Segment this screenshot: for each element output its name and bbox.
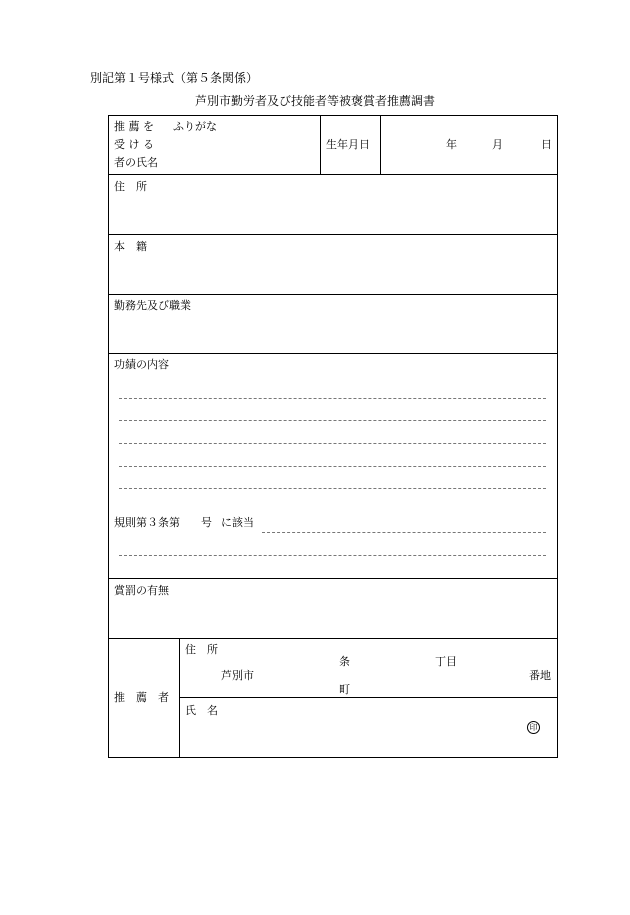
- awards-label: 賞罰の有無: [114, 584, 169, 597]
- nominee-label-line2: 受 け る: [114, 138, 154, 151]
- seal-mark: 印: [527, 721, 540, 734]
- recommender-name-field[interactable]: [230, 715, 520, 749]
- jo-label: 条: [339, 655, 350, 668]
- year-label: 年: [446, 138, 457, 151]
- achievements-label: 功績の内容: [114, 358, 169, 371]
- nominee-label-line1: 推 薦 を: [114, 120, 154, 133]
- recommender-label: 推 薦 者: [114, 691, 169, 704]
- rule-article-label: 規則第３条第: [114, 516, 180, 529]
- nominee-name-field[interactable]: [240, 120, 316, 170]
- banchi-label: 番地: [529, 669, 551, 682]
- achievement-line[interactable]: [119, 466, 546, 467]
- achievement-line[interactable]: [119, 555, 546, 556]
- recommender-address-label: 住 所: [185, 643, 218, 656]
- recommender-address-field[interactable]: [260, 658, 330, 688]
- domicile-field[interactable]: [112, 256, 552, 290]
- recommender-name-label: 氏 名: [185, 704, 218, 717]
- achievement-line[interactable]: [119, 398, 546, 399]
- awards-field[interactable]: [112, 600, 552, 634]
- achievement-line[interactable]: [119, 420, 546, 421]
- rule-applies-label: に該当: [221, 516, 254, 529]
- month-label: 月: [492, 138, 503, 151]
- address-label: 住 所: [114, 180, 147, 193]
- achievement-line[interactable]: [119, 488, 546, 489]
- rule-number-label: 号: [201, 516, 212, 529]
- address-field[interactable]: [112, 196, 552, 230]
- furigana-label: ふりがな: [173, 120, 217, 133]
- form-identifier: 別記第１号様式（第５条関係）: [90, 71, 259, 85]
- workplace-label: 勤務先及び職業: [114, 299, 191, 312]
- birth-date-label: 生年月日: [326, 138, 370, 151]
- rule-applies-line[interactable]: [262, 532, 546, 533]
- day-label: 日: [541, 138, 552, 151]
- achievement-line[interactable]: [119, 443, 546, 444]
- workplace-field[interactable]: [112, 316, 552, 350]
- form-title: 芦別市勤労者及び技能者等被褒賞者推薦調書: [194, 94, 435, 108]
- cho-label: 町: [339, 683, 350, 696]
- birth-date-field[interactable]: [384, 120, 554, 170]
- recommender-city: 芦別市: [221, 669, 254, 682]
- nominee-label-line3: 者の氏名: [114, 156, 158, 169]
- domicile-label: 本 籍: [114, 240, 147, 253]
- chome-label: 丁目: [435, 655, 457, 668]
